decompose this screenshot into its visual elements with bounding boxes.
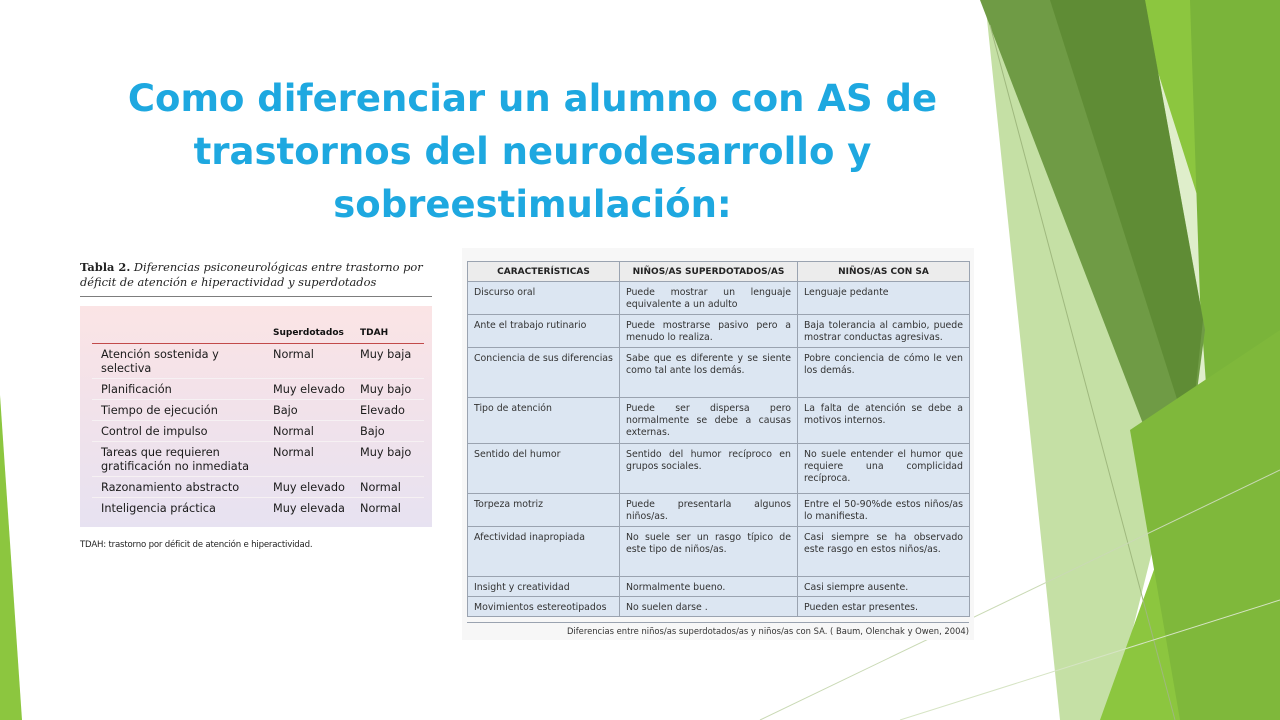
table-row <box>92 400 424 421</box>
table2-cell-superdotados: Muy elevada <box>273 502 345 515</box>
slide-title-line-2: trastornos del neurodesarrollo y <box>193 130 872 173</box>
table2-row-label: Control de impulso <box>101 425 208 438</box>
table2-cell-superdotados: Bajo <box>273 404 298 417</box>
row-characteristic: Ante el trabajo rutinario <box>468 315 620 348</box>
cell-superdotados: Puede presentarla algunos niños/as. <box>620 494 798 527</box>
slide-title-line-3: sobreestimulación: <box>333 183 732 226</box>
table-row <box>468 597 970 617</box>
table-row <box>468 444 970 494</box>
cell-con-sa: Casi siempre se ha observado este rasgo en estos niños/as. <box>798 527 970 577</box>
table2-caption-text: Diferencias psiconeurológicas entre trastorno por déficit de atención e hiperactividad y superdotados <box>80 260 423 289</box>
table-row <box>468 282 970 315</box>
row-characteristic: Discurso oral <box>468 282 620 315</box>
table2-header-superdotados: Superdotados <box>273 328 344 338</box>
table2-row-label: Planificación <box>101 383 172 396</box>
cell-con-sa: La falta de atención se debe a motivos internos. <box>798 398 970 444</box>
table2-cell-superdotados: Normal <box>273 446 314 459</box>
row-characteristic: Movimientos estereotipados <box>468 597 620 617</box>
table-row <box>92 442 424 477</box>
cell-superdotados: No suele ser un rasgo típico de este tipo de niños/as. <box>620 527 798 577</box>
table2-cell-superdotados: Muy elevado <box>273 481 345 494</box>
cell-con-sa: Lenguaje pedante <box>798 282 970 315</box>
row-characteristic: Conciencia de sus diferencias <box>468 348 620 398</box>
table2-cell-tdah: Muy bajo <box>360 446 412 459</box>
table2-cell-tdah: Elevado <box>360 404 405 417</box>
table2-row-label: Tareas que requieren gratificación no inmediata <box>101 446 250 473</box>
table2-cell-tdah: Muy bajo <box>360 383 412 396</box>
table2-cell-tdah: Normal <box>360 481 401 494</box>
table2-cell-tdah: Muy baja <box>360 348 412 361</box>
comparison-header-row <box>468 262 970 282</box>
table-row <box>468 315 970 348</box>
cell-superdotados: Puede ser dispersa pero normalmente se debe a causas externas. <box>620 398 798 444</box>
table-row <box>468 398 970 444</box>
table-row <box>92 379 424 400</box>
cell-superdotados: Puede mostrar un lenguaje equivalente a un adulto <box>620 282 798 315</box>
row-characteristic: Insight y creatividad <box>468 577 620 597</box>
row-characteristic: Tipo de atención <box>468 398 620 444</box>
cell-con-sa: No suele entender el humor que requiere una complicidad recíproca. <box>798 444 970 494</box>
header-superdotados: NIÑOS/AS SUPERDOTADOS/AS <box>620 262 798 282</box>
table-row <box>468 527 970 577</box>
table2-panel <box>80 306 432 527</box>
table2-cell-superdotados: Normal <box>273 425 314 438</box>
table2-cell-superdotados: Muy elevado <box>273 383 345 396</box>
table2-cell-superdotados: Normal <box>273 348 314 361</box>
table2-cell-tdah: Normal <box>360 502 401 515</box>
table2-row-label: Tiempo de ejecución <box>101 404 218 417</box>
row-characteristic: Sentido del humor <box>468 444 620 494</box>
table-row <box>468 348 970 398</box>
table2-footnote: TDAH: trastorno por déficit de atención e hiperactividad. <box>80 540 313 550</box>
table-row <box>92 344 424 379</box>
table2-caption-label: Tabla 2. <box>80 260 131 274</box>
table-row <box>468 494 970 527</box>
table2-header-tdah: TDAH <box>360 328 389 338</box>
cell-superdotados: Sentido del humor recíproco en grupos sociales. <box>620 444 798 494</box>
cell-superdotados: No suelen darse . <box>620 597 798 617</box>
table2-caption <box>80 260 432 297</box>
slide-title-line-1: Como diferenciar un alumno con AS de <box>127 77 938 120</box>
row-characteristic: Torpeza motriz <box>468 494 620 527</box>
comparison-table <box>467 261 970 617</box>
table2-row-label: Inteligencia práctica <box>101 502 216 515</box>
table2-row-label: Atención sostenida y selectiva <box>101 348 219 375</box>
table-row <box>92 498 424 518</box>
cell-con-sa: Entre el 50-90%de estos niños/as lo manifiesta. <box>798 494 970 527</box>
cell-superdotados: Puede mostrarse pasivo pero a menudo lo realiza. <box>620 315 798 348</box>
slide-title <box>60 72 1005 231</box>
cell-con-sa: Casi siempre ausente. <box>798 577 970 597</box>
header-con-sa: NIÑOS/AS CON SA <box>798 262 970 282</box>
table2-row-label: Razonamiento abstracto <box>101 481 240 494</box>
table-row <box>92 477 424 498</box>
bottom-left-green-facet <box>0 395 22 720</box>
header-caracteristicas: CARACTERÍSTICAS <box>468 262 620 282</box>
table-row <box>468 577 970 597</box>
row-characteristic: Afectividad inapropiada <box>468 527 620 577</box>
table2-cell-tdah: Bajo <box>360 425 385 438</box>
table-row <box>92 421 424 442</box>
table2-header-row <box>92 326 424 344</box>
cell-con-sa: Pueden estar presentes. <box>798 597 970 617</box>
cell-con-sa: Pobre conciencia de cómo le ven los demás. <box>798 348 970 398</box>
cell-superdotados: Sabe que es diferente y se siente como tal ante los demás. <box>620 348 798 398</box>
comparison-source: Diferencias entre niños/as superdotados/as y niños/as con SA. ( Baum, Olenchak y Owen, 2004) <box>467 622 969 636</box>
cell-superdotados: Normalmente bueno. <box>620 577 798 597</box>
cell-con-sa: Baja tolerancia al cambio, puede mostrar conductas agresivas. <box>798 315 970 348</box>
comparison-table-image <box>462 248 974 640</box>
